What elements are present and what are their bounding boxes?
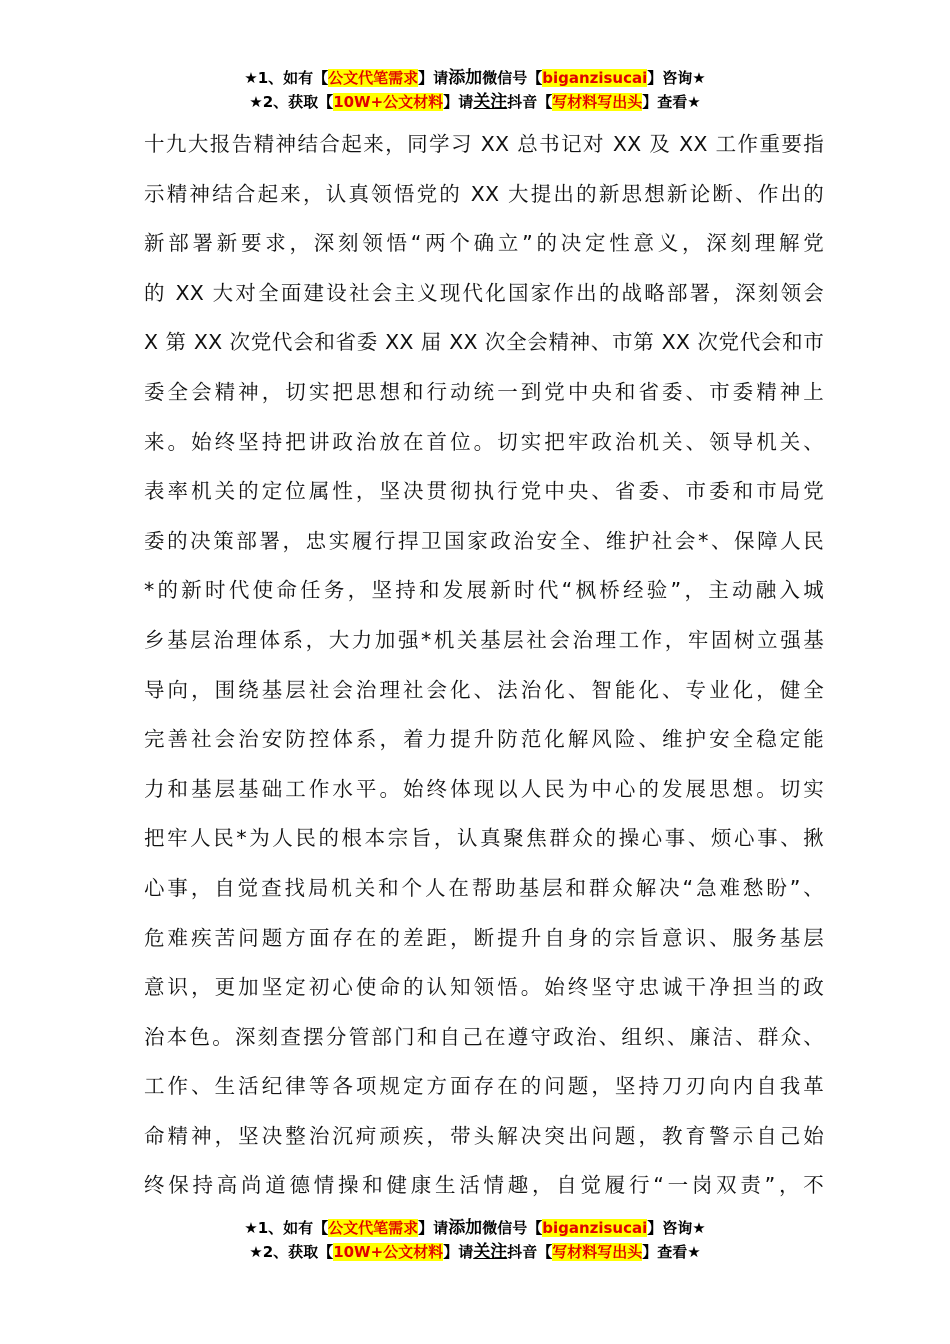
body-line: 新部署新要求，深刻领悟“两个确立”的决定性意义，深刻理解党 — [144, 231, 824, 256]
highlight-materials: 10W+公文材料 — [333, 93, 444, 111]
body-line: 心事，自觉查找局机关和个人在帮助基层和群众解决“急难愁盼”、 — [144, 875, 824, 900]
body-line: 十九大报告精神结合起来，同学习 XX 总书记对 XX 及 XX 工作重要指 — [144, 132, 824, 156]
body-line: *的新时代使命任务，坚持和发展新时代“枫桥经验”，主动融入城 — [144, 578, 824, 603]
body-line: 终保持高尚道德情操和健康生活情趣，自觉履行“一岗双责”，不 — [144, 1173, 824, 1198]
body-line: 表率机关的定位属性，坚决贯彻执行党中央、省委、市委和市局党 — [144, 479, 824, 504]
banner-emphasis: 关注 — [473, 1242, 508, 1262]
banner-text: 】请 — [443, 93, 474, 111]
banner-text: 】请 — [443, 1243, 474, 1261]
header-banner — [0, 66, 950, 114]
banner-text: 微信号【 — [482, 69, 543, 87]
banner-text: 】请 — [418, 69, 449, 87]
body-line: 委的决策部署，忠实履行捍卫国家政治安全、维护社会*、保障人民 — [144, 528, 824, 553]
body-line: 危难疾苦问题方面存在的差距，断提升自身的宗旨意识、服务基层 — [144, 925, 824, 950]
body-line: 工作、生活纪律等各项规定方面存在的问题，坚持刀刃向内自我革 — [144, 1074, 824, 1099]
banner-text: 】请 — [418, 1219, 449, 1237]
banner-emphasis: 关注 — [473, 92, 508, 112]
banner-line-1 — [0, 66, 950, 90]
banner-line-2 — [0, 1240, 950, 1264]
body-line: 导向，围绕基层社会治理社会化、法治化、智能化、专业化，健全 — [144, 677, 824, 702]
body-line: 完善社会治安防控体系，着力提升防范化解风险、维护安全稳定能 — [144, 727, 824, 752]
banner-text: ★2、获取【 — [249, 93, 334, 111]
highlight-service: 公文代笔需求 — [328, 69, 419, 87]
banner-text: ★1、如有【 — [244, 1219, 329, 1237]
body-line: 来。始终坚持把讲政治放在首位。切实把牢政治机关、领导机关、 — [144, 429, 824, 454]
banner-text: 抖音【 — [507, 93, 553, 111]
body-line: 的 XX 大对全面建设社会主义现代化国家作出的战略部署，深刻领会 — [144, 280, 824, 305]
banner-line-2 — [0, 90, 950, 114]
banner-emphasis: 添加 — [448, 68, 483, 88]
body-line: X 第 XX 次党代会和省委 XX 届 XX 次全会精神、市第 XX 次党代会和市 — [144, 330, 824, 355]
highlight-douyin-account: 写材料写出头 — [552, 1243, 643, 1261]
body-line: 意识，更加坚定初心使命的认知领悟。始终坚守忠诚干净担当的政 — [144, 975, 824, 1000]
banner-text: ★2、获取【 — [249, 1243, 334, 1261]
document-body — [144, 120, 824, 1211]
highlight-wechat-id: biganzisucai — [542, 69, 648, 87]
banner-text: 】咨询★ — [647, 1219, 706, 1237]
body-line: 委全会精神，切实把思想和行动统一到党中央和省委、市委精神上 — [144, 379, 824, 404]
body-line: 治本色。深刻查摆分管部门和自己在遵守政治、组织、廉洁、群众、 — [144, 1024, 824, 1049]
banner-text: 】查看★ — [642, 1243, 701, 1261]
banner-text: 】查看★ — [642, 93, 701, 111]
body-line: 乡基层治理体系，大力加强*机关基层社会治理工作，牢固树立强基 — [144, 627, 824, 652]
banner-text: 】咨询★ — [647, 69, 706, 87]
highlight-douyin-account: 写材料写出头 — [552, 93, 643, 111]
banner-line-1 — [0, 1216, 950, 1240]
banner-text: 抖音【 — [507, 1243, 553, 1261]
footer-banner — [0, 1216, 950, 1264]
body-line: 命精神，坚决整治沉疴顽疾，带头解决突出问题，教育警示自己始 — [144, 1123, 824, 1148]
highlight-service: 公文代笔需求 — [328, 1219, 419, 1237]
highlight-wechat-id: biganzisucai — [542, 1219, 648, 1237]
banner-text: ★1、如有【 — [244, 69, 329, 87]
body-line: 示精神结合起来，认真领悟党的 XX 大提出的新思想新论断、作出的 — [144, 181, 824, 206]
banner-emphasis: 添加 — [448, 1218, 483, 1238]
body-line: 力和基层基础工作水平。始终体现以人民为中心的发展思想。切实 — [144, 776, 824, 801]
highlight-materials: 10W+公文材料 — [333, 1243, 444, 1261]
banner-text: 微信号【 — [482, 1219, 543, 1237]
body-line: 把牢人民*为人民的根本宗旨，认真聚焦群众的操心事、烦心事、揪 — [144, 826, 824, 851]
